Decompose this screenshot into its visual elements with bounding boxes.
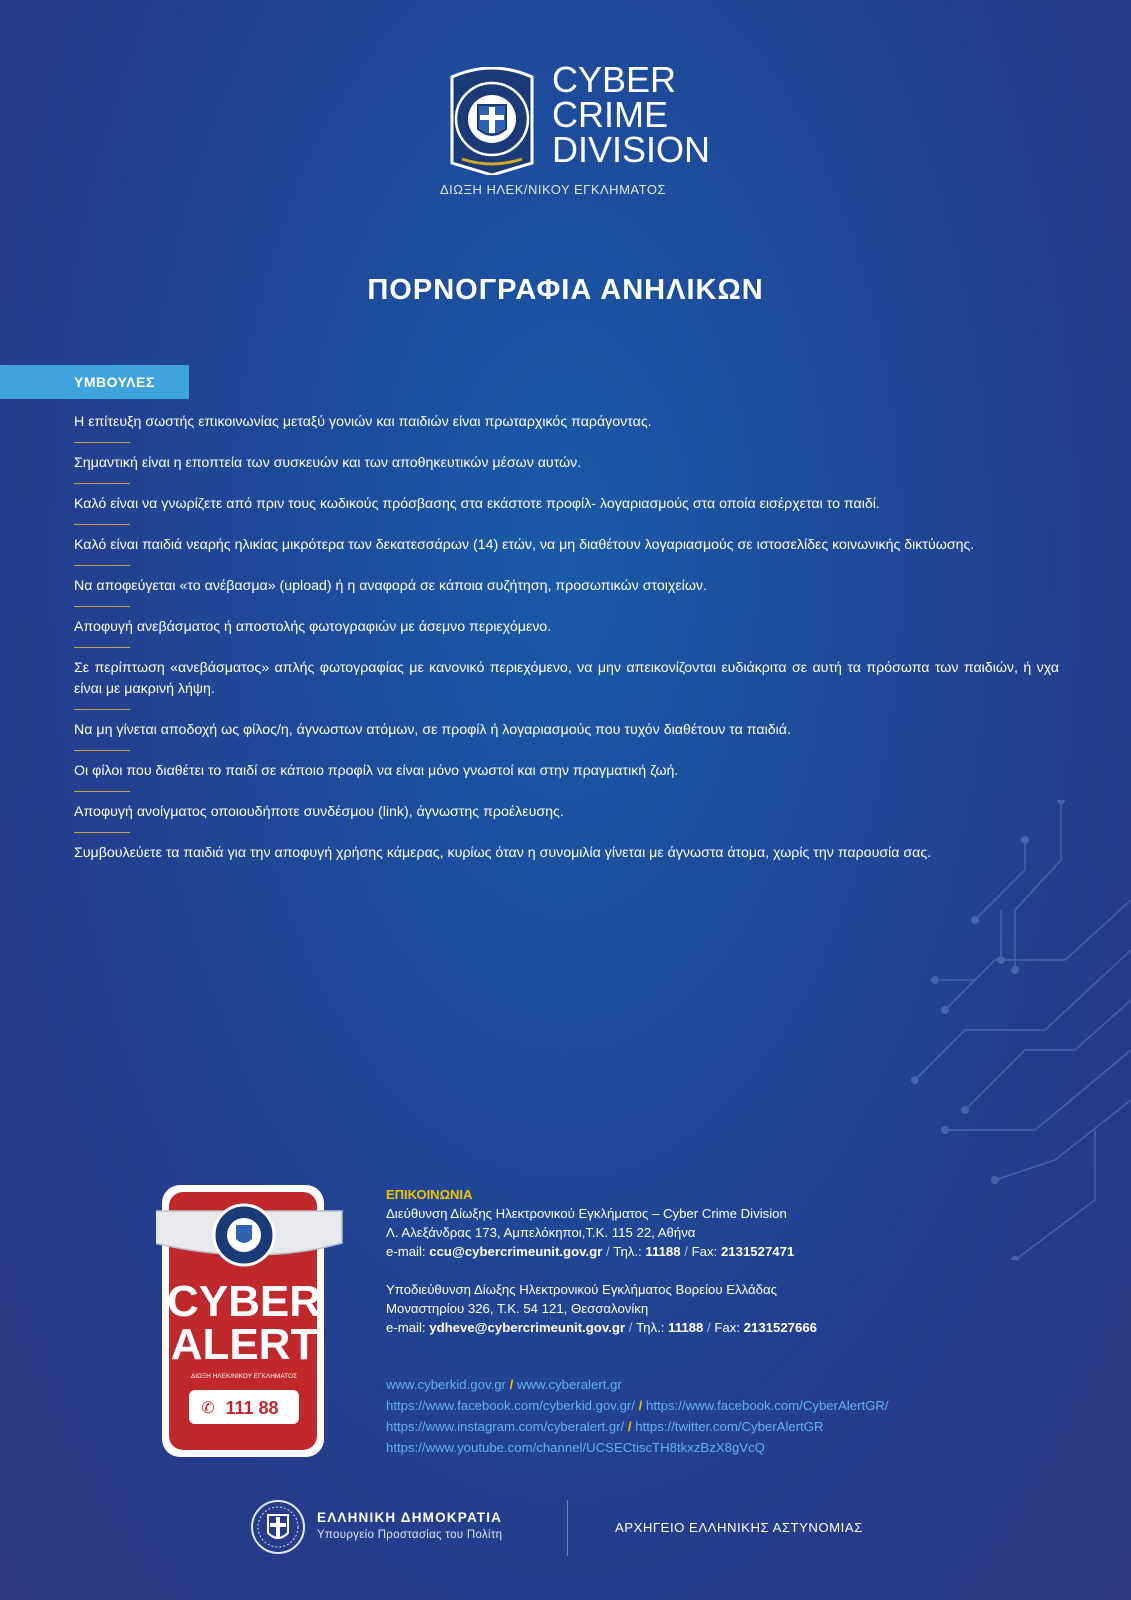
athens-address: Λ. Αλεξάνδρας 173, Αμπελόκηποι,Τ.Κ. 115 22, Αθήνα	[386, 1225, 696, 1240]
contact-block	[386, 1185, 1026, 1337]
athens-tel: 11188	[645, 1244, 681, 1259]
tip-item: Αποφυγή ανοίγματος οποιουδήποτε συνδέσμου (link), άγνωστης προέλευσης.	[74, 804, 564, 820]
separator: /	[638, 1398, 643, 1413]
thessaloniki-address: Μοναστηρίου 326, Τ.Κ. 54 121, Θεσσαλονίκη	[386, 1301, 649, 1316]
badge-line-2: ALERT	[170, 1320, 318, 1369]
tip-separator	[74, 791, 130, 792]
email-label: e-mail:	[386, 1320, 430, 1335]
separator: /	[606, 1244, 610, 1259]
links-row-1	[386, 1374, 1086, 1395]
link-cyberalert[interactable]: www.cyberalert.gr	[516, 1377, 622, 1392]
tip-item: Καλό είναι παιδιά νεαρής ηλικίας μικρότερα των δεκατεσσάρων (14) ετών, να μη διαθέτουν λογαριασμούς σε ιστοσελίδες κοινωνικής δικτύωσης.	[74, 537, 975, 553]
hellenic-republic-seal-icon	[250, 1499, 306, 1555]
web-links	[386, 1374, 1086, 1458]
thessaloniki-unit-name: Υποδιεύθυνση Δίωξης Ηλεκτρονικού Εγκλήματος Βορείου Ελλάδας	[386, 1282, 777, 1297]
links-row-2	[386, 1395, 1086, 1416]
fax-label: Fax:	[687, 1244, 721, 1259]
tel-label: Τηλ.:	[609, 1244, 646, 1259]
brand-line-1: CYBER	[552, 59, 677, 100]
phone-icon: ✆	[201, 1398, 215, 1417]
tip-item: Συμβουλεύετε τα παιδιά για την αποφυγή χρήσης κάμερας, κυρίως όταν η συνομιλία γίνεται με άγνωστα άτομα, χωρίς την παρουσία σας.	[74, 845, 932, 861]
page-title: ΠΟΡΝΟΓΡΑΦΙΑ ΑΝΗΛΙΚΩΝ	[367, 274, 764, 306]
athens-email[interactable]: ccu@cybercrimeunit.gov.gr	[429, 1244, 603, 1259]
link-instagram[interactable]: https://www.instagram.com/cyberalert.gr/	[386, 1419, 625, 1434]
tip-separator	[74, 750, 130, 751]
police-hq-label: ΑΡΧΗΓΕΙΟ ΕΛΛΗΝΙΚΗΣ ΑΣΤΥΝΟΜΙΑΣ	[615, 1520, 863, 1535]
tip-separator	[74, 442, 130, 443]
tel-label: Τηλ.:	[632, 1320, 669, 1335]
link-youtube[interactable]: https://www.youtube.com/channel/UCSECtiscTH8tkxzBzX8gVcQ	[386, 1440, 765, 1455]
tips-list	[74, 412, 1059, 864]
tip-item: Να μη γίνεται αποδοχή ως φίλος/η, άγνωστων ατόμων, σε προφίλ ή λογαριασμούς που τυχόν διαθέτουν τα παιδιά.	[74, 722, 791, 738]
police-emblem-logo	[448, 67, 536, 175]
tip-item: Οι φίλοι που διαθέτει το παιδί σε κάποιο προφίλ να είναι μόνο γνωστοί και στην πραγματική ζωή.	[74, 763, 679, 779]
tip-separator	[74, 709, 130, 710]
thessaloniki-email[interactable]: ydheve@cybercrimeunit.gov.gr	[429, 1320, 626, 1335]
tip-separator	[74, 524, 130, 525]
tip-separator	[74, 832, 130, 833]
links-row-3	[386, 1416, 1086, 1437]
athens-fax: 2131527471	[720, 1244, 795, 1259]
footer-divider	[567, 1500, 568, 1556]
gov-text	[317, 1510, 502, 1541]
contact-heading: ΕΠΙΚΟΙΝΩΝΙΑ	[386, 1187, 473, 1202]
tip-separator	[74, 565, 130, 566]
separator: /	[509, 1377, 514, 1392]
email-label: e-mail:	[386, 1244, 430, 1259]
tip-separator	[74, 483, 130, 484]
separator: /	[628, 1320, 633, 1335]
brand-subtitle: ΔΙΩΞΗ ΗΛΕΚ/ΝΙΚΟΥ ΕΓΚΛΗΜΑΤΟΣ	[440, 182, 666, 197]
link-facebook-cyberkid[interactable]: https://www.facebook.com/cyberkid.gov.gr/	[386, 1398, 635, 1413]
separator: /	[627, 1419, 632, 1434]
tip-item: Να αποφεύγεται «το ανέβασμα» (upload) ή η αναφορά σε κάποια συζήτηση, προσωπικών στοιχείων.	[74, 578, 707, 594]
thessaloniki-tel: 11188	[668, 1320, 704, 1335]
thessaloniki-contact-line	[386, 1318, 1026, 1337]
tip-separator	[74, 606, 130, 607]
badge-line-1: CYBER	[166, 1277, 322, 1326]
tip-separator	[74, 647, 130, 648]
gov-title: ΕΛΛΗΝΙΚΗ ΔΗΜΟΚΡΑΤΙΑ	[317, 1510, 503, 1525]
tips-label: ΥΜΒΟΥΛΕΣ	[74, 374, 155, 390]
thessaloniki-fax: 2131527666	[743, 1320, 817, 1335]
link-facebook-cyberalert[interactable]: https://www.facebook.com/CyberAlertGR/	[645, 1398, 889, 1413]
brand-line-3: DIVISION	[552, 129, 711, 170]
link-cyberkid[interactable]: www.cyberkid.gov.gr	[386, 1377, 506, 1392]
badge-caption: ΔΙΩΞΗ ΗΛΕΚ/ΝΙΚΟΥ ΕΓΚΛΗΜΑΤΟΣ	[190, 1373, 298, 1380]
athens-unit-name: Διεύθυνση Δίωξης Ηλεκτρονικού Εγκλήματος – Cyber Crime Division	[386, 1206, 787, 1221]
separator: /	[707, 1320, 711, 1335]
tip-item: Αποφυγή ανεβάσματος ή αποστολής φωτογραφιών με άσεμνο περιεχόμενο.	[74, 619, 552, 635]
athens-contact-line	[386, 1242, 1026, 1261]
brand-line-2: CRIME	[552, 94, 668, 135]
cyber-crime-division-brand	[552, 59, 711, 170]
badge-phone: 111 88	[225, 1398, 279, 1418]
tip-item: Σημαντική είναι η εποπτεία των συσκευών και των αποθηκευτικών μέσων αυτών.	[74, 455, 582, 471]
tip-item: Σε περίπτωση «ανεβάσματος» απλής φωτογραφίας με κανονικό περιεχόμενο, να μην απεικονίζονται ευδιάκριτα σε αυτή τα πρόσωπα των παιδιών, ή νχα είναι με μακρινή λήψη.	[74, 660, 1059, 697]
tips-label-bar	[0, 365, 189, 399]
gov-ministry: Υπουργείο Προστασίας του Πολίτη	[317, 1529, 503, 1541]
separator: /	[684, 1244, 688, 1259]
links-row-4	[386, 1437, 1086, 1458]
fax-label: Fax:	[710, 1320, 744, 1335]
tip-item: Καλό είναι να γνωρίζετε από πριν τους κωδικούς πρόσβασης στα εκάστοτε προφίλ- λογαριασμούς στα οποία εισέρχεται το παιδί.	[74, 496, 880, 512]
link-twitter[interactable]: https://twitter.com/CyberAlertGR	[635, 1419, 824, 1434]
tip-item: Η επίτευξη σωστής επικοινωνίας μεταξύ γονιών και παιδιών είναι πρωταρχικός παράγοντας.	[74, 414, 652, 430]
cyber-alert-badge	[156, 1181, 348, 1462]
